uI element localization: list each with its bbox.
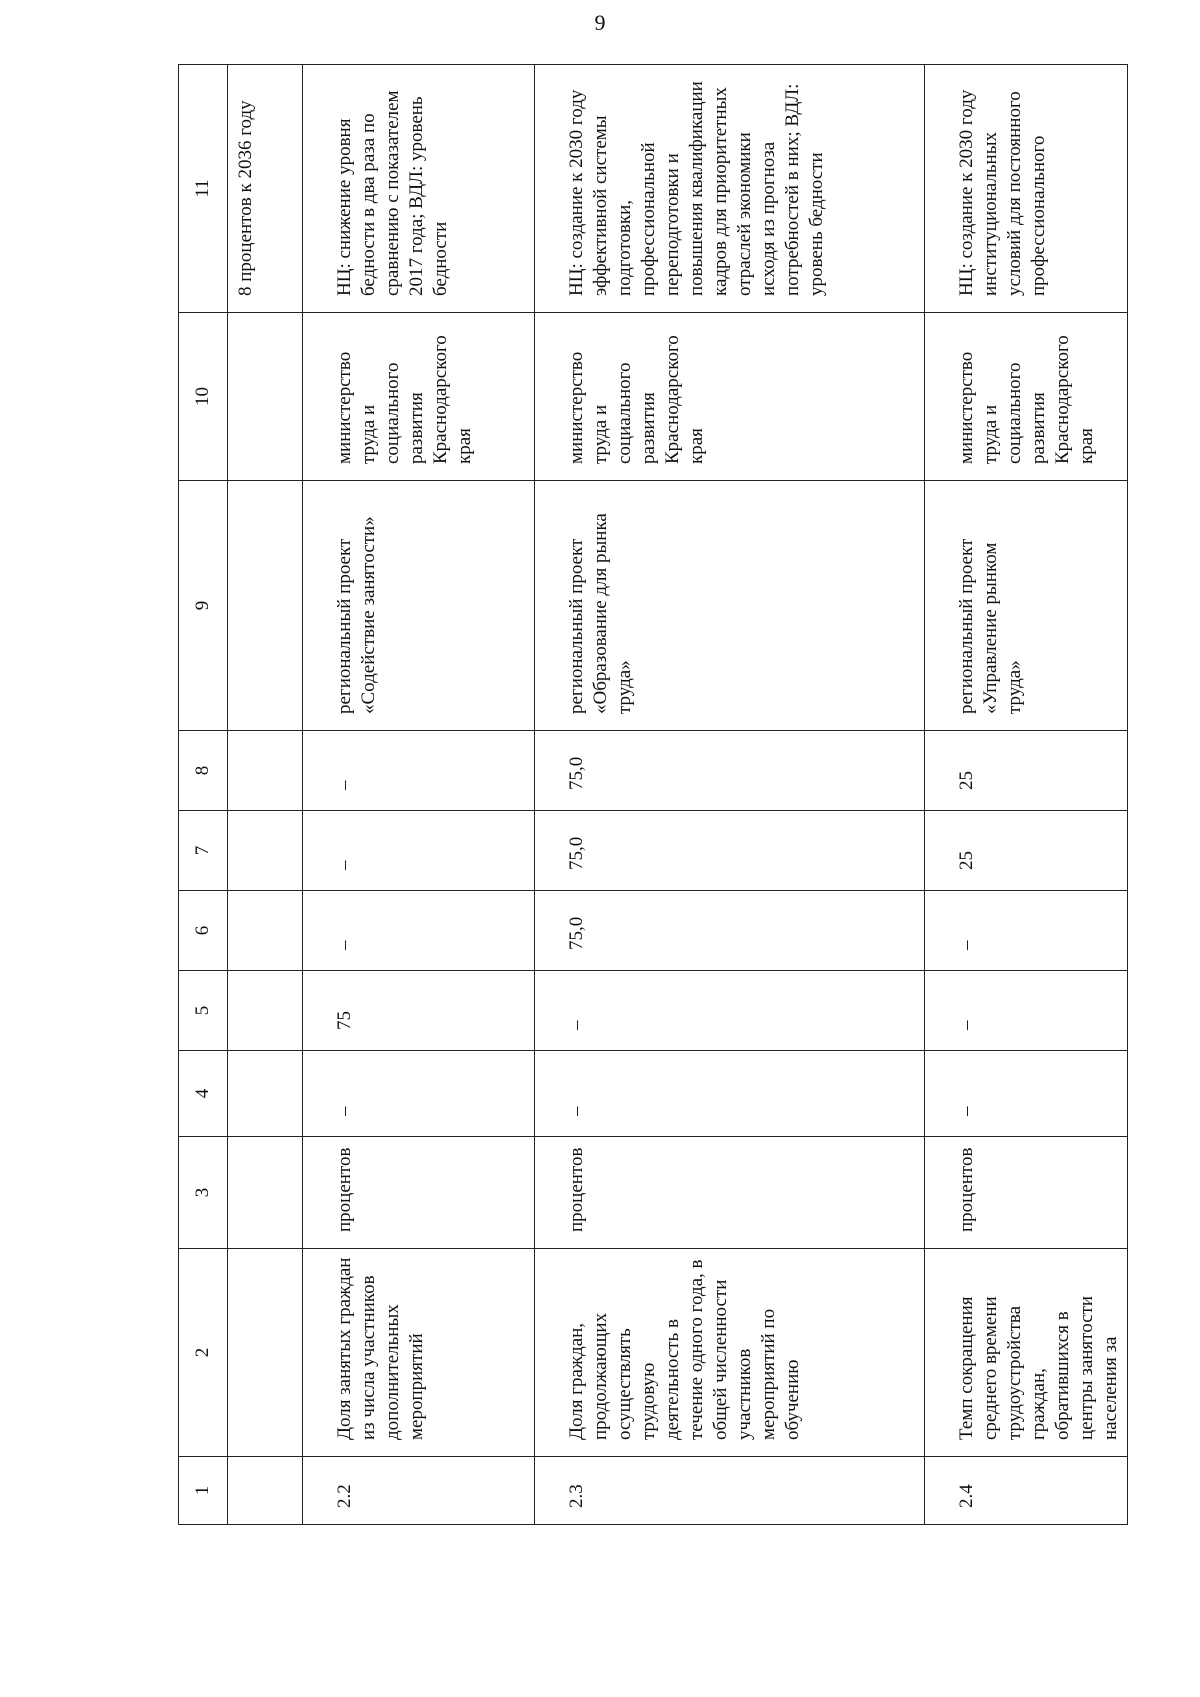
continuation-goal-cell: 8 процентов к 2036 году [228,65,303,313]
responsible-cell: министерство труда и социального развития Краснодарского края [303,313,535,481]
header-cell: 5 [179,971,228,1051]
unit-cell: процентов [925,1137,1128,1249]
table-row [535,65,925,1525]
header-cell: 1 [179,1457,228,1525]
value-col5: – [535,971,925,1051]
value-col6: – [303,891,535,971]
empty-cell [228,313,303,481]
responsible-cell: министерство труда и социального развития Краснодарского края [925,313,1128,481]
value-col6: 75,0 [535,891,925,971]
unit-cell: процентов [303,1137,535,1249]
header-cell: 3 [179,1137,228,1249]
value-col4: – [535,1051,925,1137]
value-col7: – [303,811,535,891]
goal-cell: НЦ: создание к 2030 году эффективной системы подготовки, профессиональной переподготовки и повышения квалификации кадров для приоритетных отраслей экономики исходя из прогноза потребностей в них; ВДЛ: уровень бедности [535,65,925,313]
header-cell: 4 [179,1051,228,1137]
row-number: 2.3 [535,1457,925,1525]
value-col4: – [303,1051,535,1137]
table-row [925,65,1128,1525]
empty-cell [228,1137,303,1249]
value-col5: 75 [303,971,535,1051]
empty-cell [228,481,303,731]
header-cell: 11 [179,65,228,313]
indicators-table [178,64,1128,1525]
row-number: 2.4 [925,1457,1128,1525]
value-col6: – [925,891,1128,971]
page-number: 9 [594,10,606,35]
project-cell: региональный проект «Образование для рынка труда» [535,481,925,731]
unit-cell: процентов [535,1137,925,1249]
continuation-row [228,65,303,1525]
empty-cell [228,1051,303,1137]
indicator-name: Темп сокращения среднего времени трудоустройства граждан, обратившихся в центры занятости населения за [925,1249,1128,1457]
value-col8: – [303,731,535,811]
value-col8: 75,0 [535,731,925,811]
value-col4: – [925,1051,1128,1137]
table-row [303,65,535,1525]
header-row [179,65,228,1525]
indicator-name: Доля граждан, продолжающих осуществлять трудовую деятельность в течение одного года, в общей численности участников мероприятий по обучению [535,1249,925,1457]
rotated-table-container [178,65,1121,1525]
empty-cell [228,891,303,971]
goal-cell: НЦ: снижение уровня бедности в два раза по сравнению с показателем 2017 года; ВДЛ: уровень бедности [303,65,535,313]
goal-cell: НЦ: создание к 2030 году институциональных условий для постоянного профессионального [925,65,1128,313]
header-cell: 6 [179,891,228,971]
value-col5: – [925,971,1128,1051]
empty-cell [228,1457,303,1525]
project-cell: региональный проект «Управление рынком труда» [925,481,1128,731]
empty-cell [228,971,303,1051]
empty-cell [228,1249,303,1457]
header-cell: 9 [179,481,228,731]
value-col7: 75,0 [535,811,925,891]
indicator-name: Доля занятых граждан из числа участников дополнительных мероприятий [303,1249,535,1457]
header-cell: 2 [179,1249,228,1457]
header-cell: 10 [179,313,228,481]
row-number: 2.2 [303,1457,535,1525]
header-cell: 8 [179,731,228,811]
header-cell: 7 [179,811,228,891]
value-col7: 25 [925,811,1128,891]
empty-cell [228,731,303,811]
value-col8: 25 [925,731,1128,811]
responsible-cell: министерство труда и социального развития Краснодарского края [535,313,925,481]
empty-cell [228,811,303,891]
project-cell: региональный проект «Содействие занятости» [303,481,535,731]
